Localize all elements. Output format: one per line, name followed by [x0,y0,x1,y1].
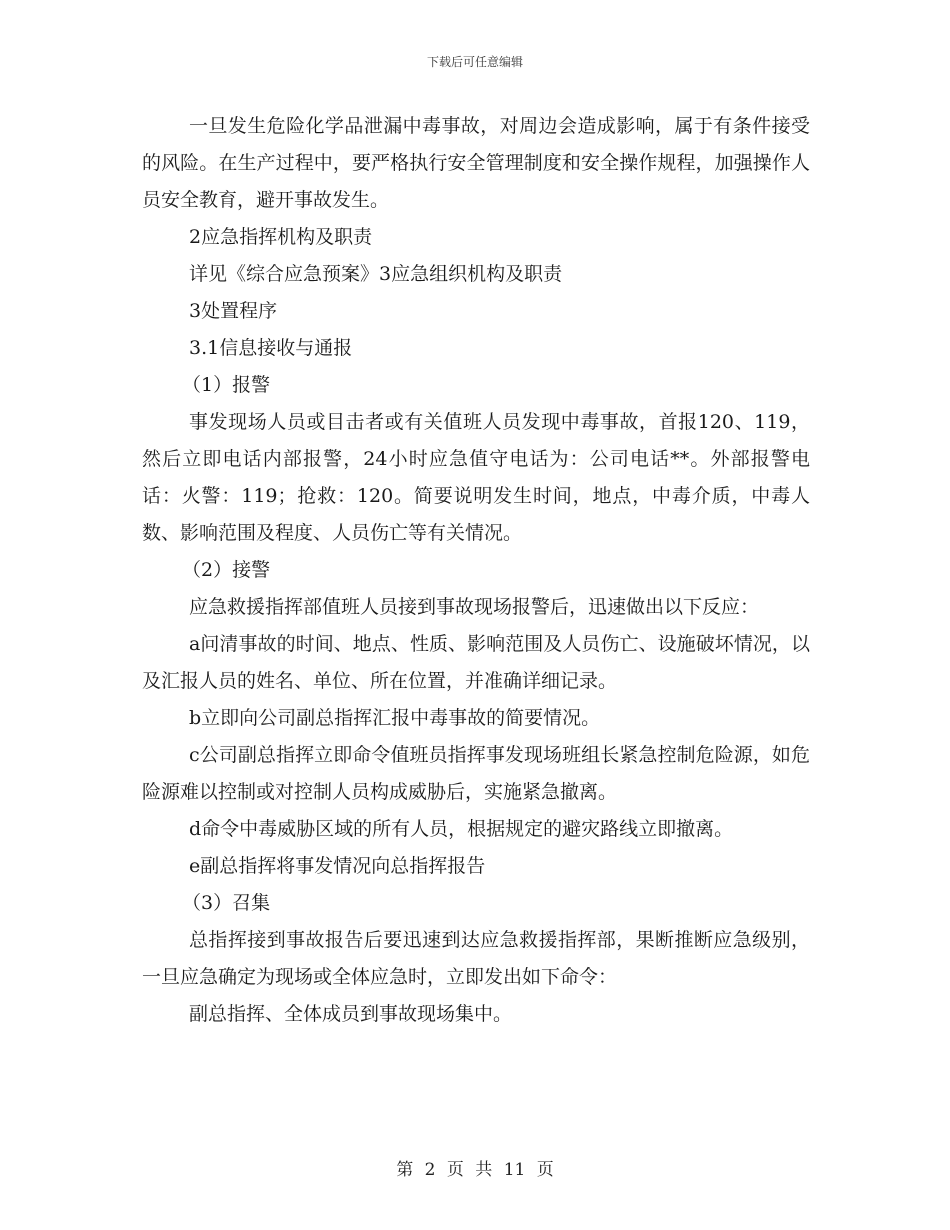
item-heading-alarm: （1）报警 [182,374,271,396]
paragraph-assemble: 总指挥接到事故报告后要迅速到达应急救援指挥部，果断推断应急级别，一旦应急确定为现场或全体应急时，立即发出如下命令： [142,929,810,988]
subsection-heading-info: 3.1信息接收与通报 [189,337,353,359]
list-item-c: c公司副总指挥立即命令值班员指挥事发现场班组长紧急控制危险源，如危险源难以控制或对控制人员构成威胁后，实施紧急撤离。 [142,744,810,803]
paragraph-see-plan: 详见《综合应急预案》3应急组织机构及职责 [189,263,563,285]
list-item-e: e副总指挥将事发情况向总指挥报告 [189,855,486,877]
document-body [142,108,810,1033]
paragraph-alarm: 事发现场人员或目击者或有关值班人员发现中毒事故，首报120、119，然后立即电话内部报警，24小时应急值守电话为：公司电话**。外部报警电话：火警：119；抢救：120。简要说明发生时间，地点，中毒介质，中毒人数、影响范围及程度、人员伤亡等有关情况。 [142,411,810,544]
section-heading-command-structure: 2应急指挥机构及职责 [189,226,373,248]
list-item-a: a问清事故的时间、地点、性质、影响范围及人员伤亡、设施破坏情况，以及汇报人员的姓名、单位、所在位置，并准确详细记录。 [142,633,810,692]
paragraph-receive: 应急救援指挥部值班人员接到事故现场报警后，迅速做出以下反应： [189,596,760,618]
section-heading-procedure: 3处置程序 [189,300,278,322]
paragraph-gather: 副总指挥、全体成员到事故现场集中。 [189,1003,513,1025]
page-footer: 第 2 页 共 11 页 [396,1160,554,1180]
item-heading-assemble: （3）召集 [182,892,271,914]
page-header: 下载后可任意编辑 [426,55,523,69]
item-heading-receive: （2）接警 [182,559,271,581]
paragraph-risk: 一旦发生危险化学品泄漏中毒事故，对周边会造成影响，属于有条件接受的风险。在生产过程中，要严格执行安全管理制度和安全操作规程，加强操作人员安全教育，避开事故发生。 [142,115,810,211]
list-item-d: d命令中毒威胁区域的所有人员，根据规定的避灾路线立即撤离。 [189,818,734,840]
list-item-b: b立即向公司副总指挥汇报中毒事故的简要情况。 [189,707,601,729]
